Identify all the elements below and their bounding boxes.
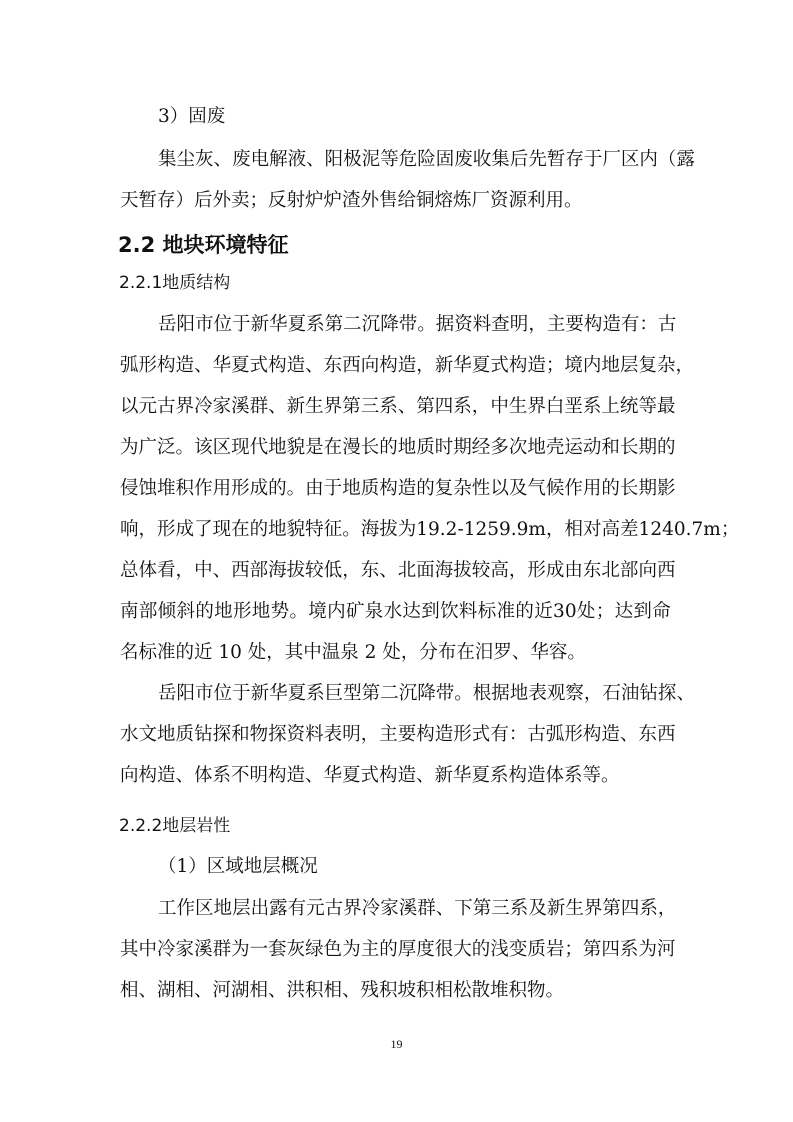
paragraph-line: 相、湖相、河湖相、洪积相、残积坡积相松散堆积物。	[120, 980, 565, 1001]
paragraph-line: 其 中 冷 家 溪 群 为 一 套 灰 绿 色 为 主 的 厚 度 很 大 的 浅 变 质 岩 ； 第 四 系 为 河	[120, 939, 676, 960]
paragraph-line: 岳 阳 市 位 于 新 华 夏 系 第 二 沉 降 带 。 据 资 料 查 明 ， 主 要 构 造 有 ： 古	[158, 314, 677, 335]
paragraph-line: 水 文 地 质 钻 探 和 物 探 资 料 表 明 ， 主 要 构 造 形 式 有 ： 古 弧 形 构 造 、 东 西	[120, 724, 676, 745]
paragraph-line: 响 ， 形 成 了 现 在 的 地 貌 特 征 。 海 拔 为 19.2-1259.9m ， 相 对 高 差 1240.7m ；	[120, 519, 740, 540]
page-number: 19	[390, 1037, 403, 1051]
paragraph-line: 名标准的近 10 处，其中温泉 2 处，分布在汨罗、华容。	[120, 642, 586, 663]
section-title: 2.2 地块环境特征	[118, 233, 289, 257]
paragraph-line: 工 作 区 地 层 出 露 有 元 古 界 冷 家 溪 群 、 下 第 三 系 及 新 生 界 第 四 系 ，	[158, 898, 677, 919]
paragraph-line: 为 广 泛 。 该 区 现 代 地 貌 是 在 漫 长 的 地 质 时 期 经 多 次 地 壳 运 动 和 长 期 的	[120, 437, 676, 458]
paragraph-line: 弧 形 构 造 、 华 夏 式 构 造 、 东 西 向 构 造 ， 新 华 夏 式 构 造 ； 境 内 地 层 复 杂 ，	[120, 355, 694, 376]
paragraph-line: 天暂存）后外卖；反射炉炉渣外售给铜熔炼厂资源利用。	[120, 190, 583, 211]
paragraph-line: 集 尘 灰 、 废 电 解 液 、 阳 极 泥 等 危 险 固 废 收 集 后 先 暂 存 于 厂 区 内 （ 露	[158, 149, 695, 170]
paragraph-line: 南 部 倾 斜 的 地 形 地 势 。 境 内 矿 泉 水 达 到 饮 料 标 准 的 近 30 处 ； 达 到 命	[120, 601, 671, 622]
regional-strata-heading: （1）区域地层概况	[158, 856, 318, 877]
paragraph-line: 以 元 古 界 冷 家 溪 群 、 新 生 界 第 三 系 、 第 四 系 ， 中 生 界 白 垩 系 上 统 等 最	[120, 396, 676, 417]
paragraph-line: 向构造、体系不明构造、华夏式构造、新华夏系构造体系等。	[120, 765, 620, 786]
paragraph-line: 侵 蚀 堆 积 作 用 形 成 的 。 由 于 地 质 构 造 的 复 杂 性 以 及 气 候 作 用 的 长 期 影	[120, 478, 676, 499]
paragraph-line: 总 体 看 ， 中 、 西 部 海 拔 较 低 ， 东 、 北 面 海 拔 较 高 ， 形 成 由 东 北 部 向 西	[120, 560, 676, 581]
paragraph-line: 岳 阳 市 位 于 新 华 夏 系 巨 型 第 二 沉 降 带 。 根 据 地 表 观 察 ， 石 油 钻 探 、	[158, 683, 695, 704]
subsection-title-strata: 2.2.2地层岩性	[119, 816, 231, 836]
subsection-title-geology: 2.2.1地质结构	[119, 273, 231, 293]
section-heading-solid-waste: 3）固废	[158, 106, 226, 127]
